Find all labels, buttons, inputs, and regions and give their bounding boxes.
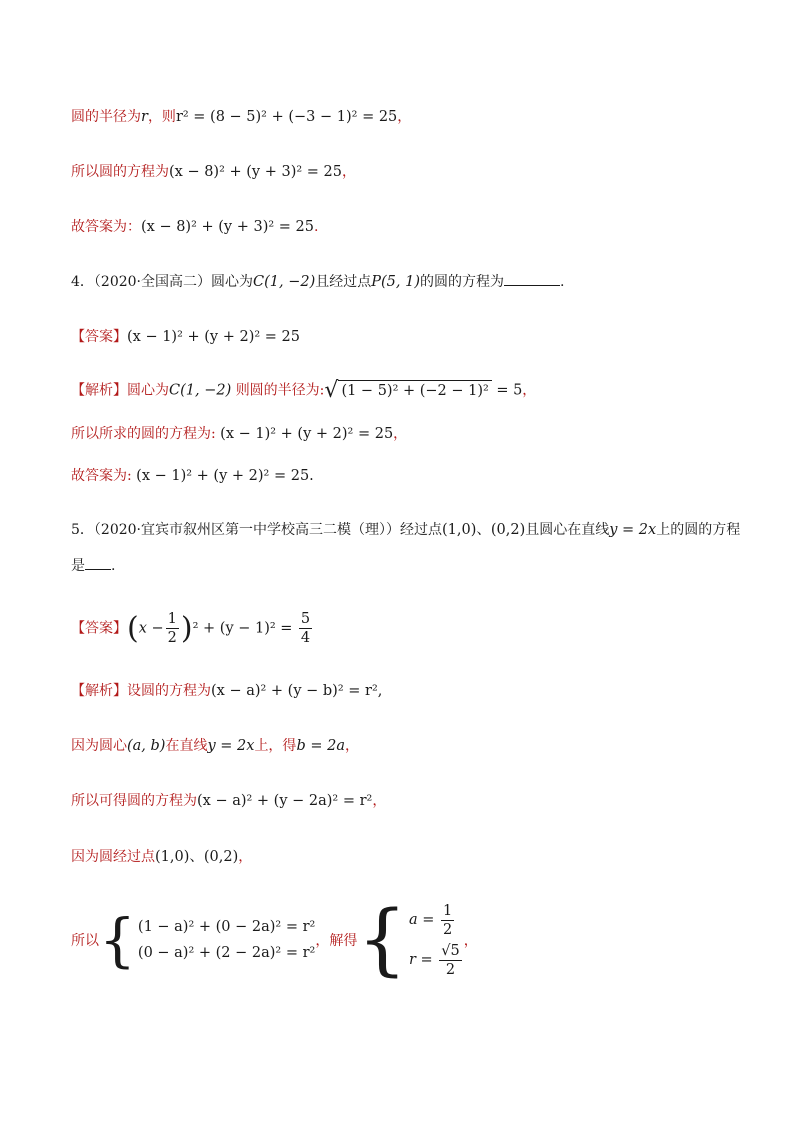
system-row: (1 − a)² + (0 − 2a)² = r²	[137, 919, 316, 935]
denominator: 4	[300, 630, 311, 646]
point-p: P(5, 1)	[371, 274, 420, 290]
solution-system	[357, 895, 463, 985]
radicand: (1 − 5)² + (−2 − 1)²	[338, 380, 491, 399]
text: ，	[344, 738, 359, 754]
denominator: 2	[167, 630, 177, 646]
math-expression: (x − 1)² + (y + 2)² = 25	[127, 329, 300, 345]
q5-analysis-5	[71, 895, 754, 985]
fraction	[441, 902, 454, 939]
answer-blank	[504, 273, 560, 286]
analysis-label: 【解析】	[71, 683, 127, 699]
text: 故答案为:	[71, 468, 132, 484]
denominator: 2	[443, 921, 453, 938]
text: ，	[397, 109, 412, 125]
fraction	[439, 942, 461, 979]
var-r: r =	[408, 952, 433, 968]
text: 因为圆心	[71, 738, 127, 754]
numerator: 1	[167, 611, 177, 627]
text: 所以圆的方程为	[71, 164, 169, 180]
brace-icon: {	[99, 906, 136, 974]
numerator: √5	[441, 942, 460, 959]
numerator: 5	[300, 611, 311, 627]
q4-analysis-2	[71, 423, 754, 443]
answer-label: 【答案】	[71, 329, 127, 345]
answer-label: 【答案】	[71, 620, 127, 637]
question-prefix: 5．（2020·宜宾市叙州区第一中学校高三二模（理））经过点	[71, 522, 442, 538]
text: 是	[71, 558, 85, 574]
text: 故答案为：	[71, 219, 141, 235]
system-row: (0 − a)² + (2 − 2a)² = r²	[137, 945, 316, 961]
q4-analysis-1	[71, 378, 754, 403]
q4-answer	[71, 326, 754, 346]
math-expression: b = 2a	[296, 738, 345, 754]
text: 因为圆经过点	[71, 849, 155, 865]
text: 的圆的方程为	[419, 274, 504, 290]
text: ，则	[147, 109, 176, 125]
points: (1,0)、(0,2)	[442, 522, 526, 538]
text: ，	[522, 382, 537, 399]
center-point: (a, b)	[127, 738, 166, 754]
solution-line-radius	[71, 106, 754, 126]
q5-analysis-3	[71, 790, 754, 810]
question-5	[71, 518, 754, 539]
brace-icon: {	[357, 895, 407, 985]
text: ，解得	[315, 933, 358, 949]
question-5-cont	[71, 555, 754, 575]
text: 且经过点	[315, 274, 372, 290]
q5-analysis-1	[71, 680, 754, 700]
math-expression: (x − 1)² + (y + 2)² = 25	[220, 426, 394, 442]
math-expression: = 5	[496, 382, 523, 399]
var-a: a =	[408, 912, 435, 928]
math-expression: ² + (y − 1)² =	[192, 620, 293, 637]
left-paren: (	[127, 611, 139, 646]
q4-analysis-3	[71, 465, 754, 485]
denominator: 2	[445, 961, 456, 978]
text: 设圆的方程为	[127, 683, 211, 699]
math-expression: (x − a)² + (y − b)² = r²,	[211, 683, 383, 699]
point-c: C(1, −2)	[253, 274, 316, 290]
analysis-label: 【解析】	[71, 382, 127, 399]
question-4	[71, 271, 754, 291]
var-r: r	[141, 109, 148, 125]
answer-blank	[85, 557, 111, 570]
math-expression: (x − 8)² + (y + 3)² = 25	[169, 164, 342, 180]
solution-line-equation	[71, 161, 754, 181]
text: ，	[393, 426, 408, 442]
text: ，	[463, 933, 478, 949]
point-c: C(1, −2)	[169, 382, 232, 399]
text: 上的圆的方程	[656, 522, 741, 538]
equation-system	[99, 906, 316, 974]
text: 则圆的半径为:	[235, 382, 325, 399]
math-expression: r² = (8 − 5)² + (−3 − 1)² = 25	[175, 109, 398, 125]
math-expression: (x − 8)² + (y + 3)² = 25	[141, 219, 314, 235]
right-paren: )	[180, 611, 193, 646]
text: ，	[372, 793, 387, 809]
text: 圆心为	[127, 382, 169, 399]
text: .	[111, 558, 116, 574]
text: 在直线	[165, 738, 208, 754]
solution-line-answer	[71, 216, 754, 236]
points: (1,0)、(0,2)	[155, 849, 239, 865]
text: 且圆心在直线	[525, 522, 610, 538]
text: 所以	[71, 933, 99, 949]
fraction	[299, 610, 312, 647]
text: .	[559, 274, 565, 290]
math-expression: (x − a)² + (y − 2a)² = r²	[197, 793, 373, 809]
text: 所以所求的圆的方程为:	[71, 426, 216, 442]
numerator: 1	[443, 902, 453, 919]
line-equation: y = 2x	[207, 738, 255, 754]
line-equation: y = 2x	[609, 522, 657, 538]
text: ，	[342, 164, 356, 180]
question-prefix: 4．（2020·全国高二）圆心为	[71, 274, 253, 290]
q5-answer	[71, 610, 754, 647]
text: 所以可得圆的方程为	[71, 793, 197, 809]
fraction	[166, 610, 179, 647]
q5-analysis-2	[71, 735, 754, 755]
sqrt-expression	[324, 378, 491, 403]
text: .	[314, 219, 319, 235]
text: ，	[238, 849, 253, 865]
text: 圆的半径为	[71, 109, 141, 125]
math-expression: (x − 1)² + (y + 2)² = 25.	[136, 468, 314, 484]
q5-analysis-4	[71, 845, 754, 866]
sqrt-icon: √	[324, 378, 339, 403]
math-expression: x −	[138, 620, 164, 637]
text: 上，得	[254, 738, 297, 754]
